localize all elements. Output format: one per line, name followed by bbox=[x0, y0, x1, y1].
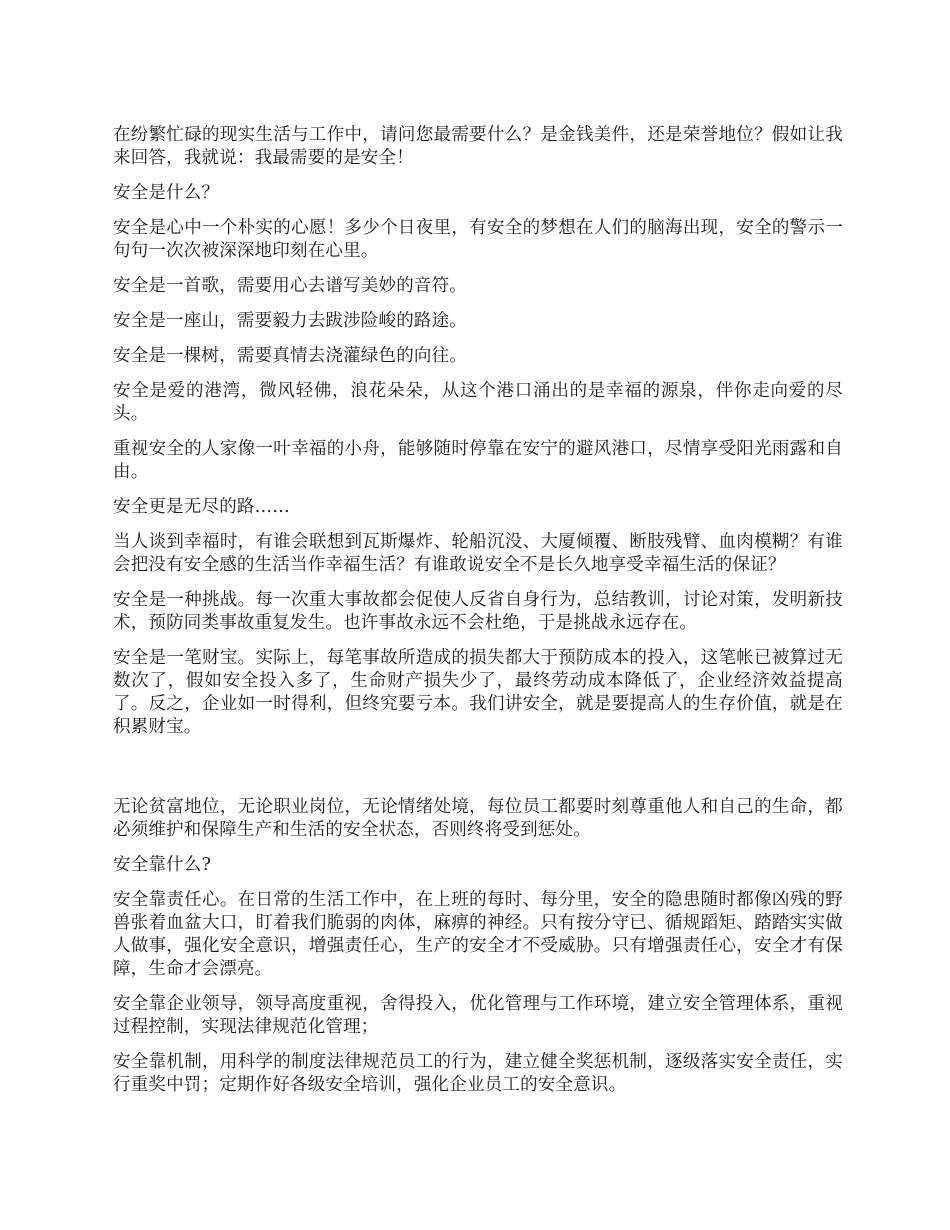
paragraph: 安全是一首歌，需要用心去谱写美妙的音符。 bbox=[113, 276, 467, 296]
paragraph: 安全靠机制，用科学的制度法律规范员工的行为，建立健全奖惩机制，逐级落实安全责任，实行重奖中罚；定期作好各级安全培训，强化企业员工的安全意识。 bbox=[113, 1052, 843, 1095]
paragraph: 安全是爱的港湾，微风轻佛，浪花朵朵，从这个港口涌出的是幸福的源泉，伴你走向爱的尽头。 bbox=[113, 381, 843, 424]
paragraph: 安全是一座山，需要毅力去跋涉险峻的路途。 bbox=[113, 311, 467, 331]
paragraph: 安全是一笔财宝。实际上，每笔事故所造成的损失都大于预防成本的投入，这笔帐已被算过无数次了，假如安全投入多了，生命财产损失少了，最终劳动成本降低了，企业经济效益提高了。反之，企业如一时得利，但终究要亏本。我们讲安全，就是要提高人的生存价值，就是在积累财宝。 bbox=[113, 648, 843, 737]
paragraph: 安全是一种挑战。每一次重大事故都会促使人反省自身行为，总结教训，讨论对策，发明新技术，预防同类事故重复发生。也许事故永远不会杜绝，于是挑战永远存在。 bbox=[113, 590, 843, 633]
paragraph: 安全更是无尽的路…… bbox=[113, 497, 290, 517]
paragraph: 安全是一棵树，需要真情去浇灌绿色的向往。 bbox=[113, 346, 467, 366]
paragraph: 安全靠企业领导，领导高度重视，舍得投入，优化管理与工作环境，建立安全管理体系，重视过程控制，实现法律规范化管理； bbox=[113, 994, 843, 1037]
paragraph: 安全是什么？ bbox=[113, 183, 220, 203]
paragraph: 安全靠什么? bbox=[113, 855, 212, 875]
paragraph: 当人谈到幸福时，有谁会联想到瓦斯爆炸、轮船沉没、大厦倾覆、断肢残臂、血肉模糊？有谁会把没有安全感的生活当作幸福生活？有谁敢说安全不是长久地享受幸福生活的保证？ bbox=[113, 532, 843, 575]
paragraph: 安全靠责任心。在日常的生活工作中，在上班的每时、每分里，安全的隐患随时都像凶残的野兽张着血盆大口，盯着我们脆弱的肉体，麻痹的神经。只有按分守已、循规蹈矩、踏踏实实做人做事，强化安全意识，增强责任心，生产的安全才不受威胁。只有增强责任心，安全才有保障，生命才会漂亮。 bbox=[113, 890, 843, 979]
paragraph: 安全是心中一个朴实的心愿！多少个日夜里，有安全的梦想在人们的脑海出现，安全的警示一句句一次次被深深地印刻在心里。 bbox=[113, 218, 843, 261]
document-body bbox=[113, 124, 843, 1109]
section-spacer bbox=[113, 751, 843, 796]
paragraph: 无论贫富地位，无论职业岗位，无论情绪处境，每位员工都要时刻尊重他人和自己的生命，都必须维护和保障生产和生活的安全状态，否则终将受到惩处。 bbox=[113, 797, 843, 840]
paragraph: 在纷繁忙碌的现实生活与工作中，请问您最需要什么？是金钱美件，还是荣誉地位？假如让我来回答，我就说：我最需要的是安全！ bbox=[113, 125, 843, 168]
paragraph: 重视安全的人家像一叶幸福的小舟，能够随时停靠在安宁的避风港口，尽情享受阳光雨露和自由。 bbox=[113, 439, 843, 482]
